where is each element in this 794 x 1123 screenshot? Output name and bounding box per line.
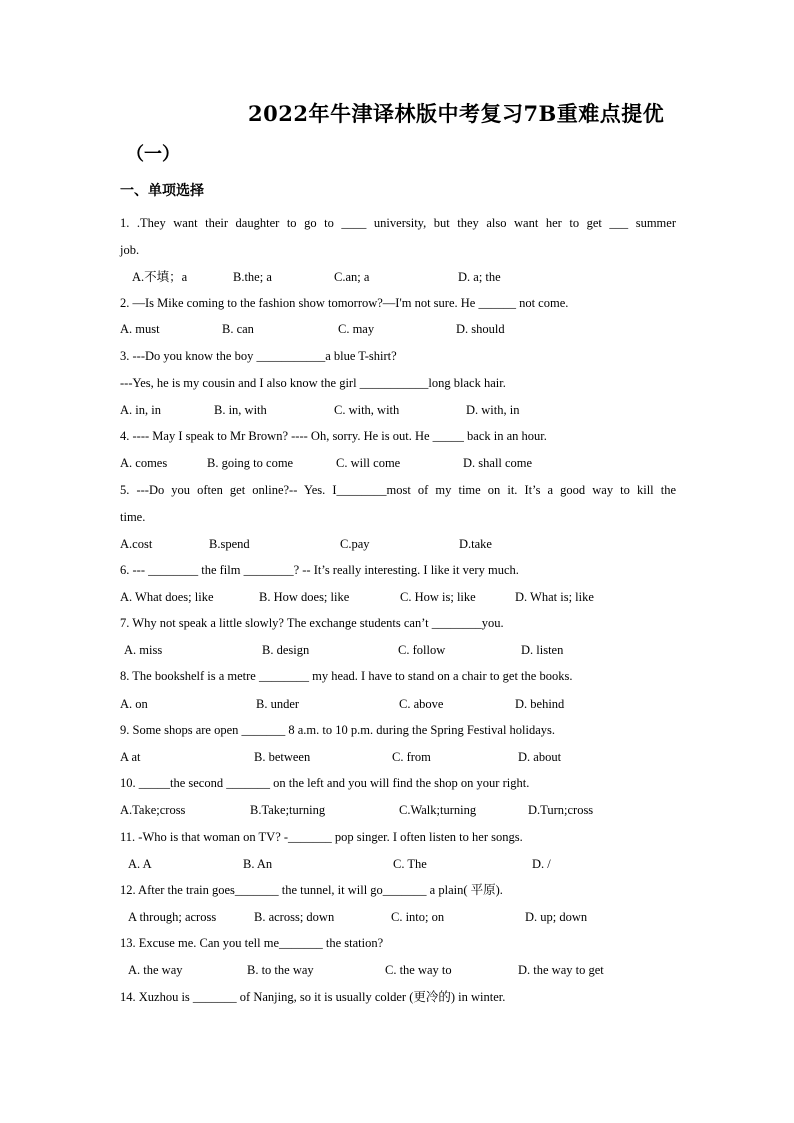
- question-4-option-c: C. will come: [336, 456, 401, 470]
- question-8-option-b: B. under: [256, 697, 300, 711]
- question-8-option-a: A. on: [120, 697, 148, 711]
- question-5-option-d: D.take: [459, 537, 492, 551]
- question-5-option-b: B.spend: [209, 537, 250, 551]
- question-1-option-d: D. a; the: [458, 270, 501, 284]
- question-1-option-c: C.an; a: [334, 270, 370, 284]
- question-4-option-d: D. shall come: [463, 456, 533, 470]
- question-3-option-a: A. in, in: [120, 403, 161, 417]
- question-10-option-a: A.Take;cross: [120, 803, 186, 817]
- question-4-line-1: 4. ---- May I speak to Mr Brown? ---- Oh, sorry. He is out. He _____ back in an hour.: [120, 429, 547, 443]
- question-3-option-d: D. with, in: [466, 403, 520, 417]
- question-8-line-1: 8. The bookshelf is a metre ________ my head. I have to stand on a chair to get the books.: [120, 669, 573, 683]
- question-13-option-c: C. the way to: [385, 963, 452, 977]
- question-12-line-1: 12. After the train goes_______ the tunnel, it will go_______ a plain( 平原).: [120, 883, 503, 897]
- question-10-line-1: 10. _____the second _______ on the left and you will find the shop on your right.: [120, 776, 530, 790]
- question-5-option-a: A.cost: [120, 537, 153, 551]
- question-4-option-b: B. going to come: [207, 456, 294, 470]
- question-3-line-2: ---Yes, he is my cousin and I also know the girl ___________long black hair.: [120, 376, 506, 390]
- question-11-option-a: A. A: [128, 857, 152, 871]
- question-9-option-a: A at: [120, 750, 141, 764]
- question-11-line-1: 11. -Who is that woman on TV? -_______ pop singer. I often listen to her songs.: [120, 830, 523, 844]
- question-12-option-a: A through; across: [128, 910, 217, 924]
- question-2-option-d: D. should: [456, 322, 505, 336]
- question-5-line-2: time.: [120, 510, 146, 524]
- question-6-option-b: B. How does; like: [259, 590, 350, 604]
- question-13-line-1: 13. Excuse me. Can you tell me_______ the station?: [120, 936, 384, 950]
- question-9-option-d: D. about: [518, 750, 562, 764]
- question-10-option-b: B.Take;turning: [250, 803, 326, 817]
- question-1-line-1: 1. .They want their daughter to go to ____ university, but they also want her to get ___ summer: [120, 216, 676, 230]
- question-4-option-a: A. comes: [120, 456, 168, 470]
- question-7-line-1: 7. Why not speak a little slowly? The exchange students can’t ________you.: [120, 616, 504, 630]
- question-7-option-c: C. follow: [398, 643, 446, 657]
- question-3-option-c: C. with, with: [334, 403, 400, 417]
- question-5-line-1: 5. ---Do you often get online?-- Yes. I________most of my time on it. It’s a good way to kill the: [120, 483, 676, 497]
- question-9-line-1: 9. Some shops are open _______ 8 a.m. to 10 p.m. during the Spring Festival holidays.: [120, 723, 556, 737]
- question-10-option-c: C.Walk;turning: [399, 803, 477, 817]
- document-subtitle: （一）: [126, 144, 180, 165]
- question-6-option-d: D. What is; like: [515, 590, 594, 604]
- question-7-option-d: D. listen: [521, 643, 564, 657]
- question-12-option-b: B. across; down: [254, 910, 335, 924]
- question-2-option-a: A. must: [120, 322, 160, 336]
- question-3-option-b: B. in, with: [214, 403, 267, 417]
- question-9-option-b: B. between: [254, 750, 311, 764]
- question-6-line-1: 6. --- ________ the film ________? -- It’s really interesting. I like it very much.: [120, 563, 519, 577]
- question-13-option-a: A. the way: [128, 963, 183, 977]
- question-12-option-c: C. into; on: [391, 910, 445, 924]
- question-11-option-b: B. An: [243, 857, 273, 871]
- question-7-option-b: B. design: [262, 643, 310, 657]
- question-2-line-1: 2. —Is Mike coming to the fashion show tomorrow?—I'm not sure. He ______ not come.: [120, 296, 569, 310]
- question-1-line-2: job.: [120, 243, 140, 257]
- document-title: 2022年牛津译林版中考复习7B重难点提优: [248, 101, 665, 126]
- question-8-option-c: C. above: [399, 697, 444, 711]
- question-9-option-c: C. from: [392, 750, 431, 764]
- question-7-option-a: A. miss: [124, 643, 163, 657]
- question-6-option-c: C. How is; like: [400, 590, 476, 604]
- question-1-option-a: A.不填；a: [132, 270, 188, 284]
- question-8-option-d: D. behind: [515, 697, 565, 711]
- question-10-option-d: D.Turn;cross: [528, 803, 594, 817]
- question-11-option-c: C. The: [393, 857, 427, 871]
- question-3-line-1: 3. ---Do you know the boy ___________a blue T-shirt?: [120, 349, 397, 363]
- question-1-option-b: B.the; a: [233, 270, 272, 284]
- question-6-option-a: A. What does; like: [120, 590, 214, 604]
- question-2-option-b: B. can: [222, 322, 254, 336]
- question-13-option-b: B. to the way: [247, 963, 314, 977]
- question-2-option-c: C. may: [338, 322, 375, 336]
- question-13-option-d: D. the way to get: [518, 963, 604, 977]
- section-heading: 一、单项选择: [120, 183, 204, 199]
- question-5-option-c: C.pay: [340, 537, 370, 551]
- question-14-line-1: 14. Xuzhou is _______ of Nanjing, so it is usually colder (更冷的) in winter.: [120, 990, 506, 1004]
- question-11-option-d: D. /: [532, 857, 551, 871]
- question-12-option-d: D. up; down: [525, 910, 588, 924]
